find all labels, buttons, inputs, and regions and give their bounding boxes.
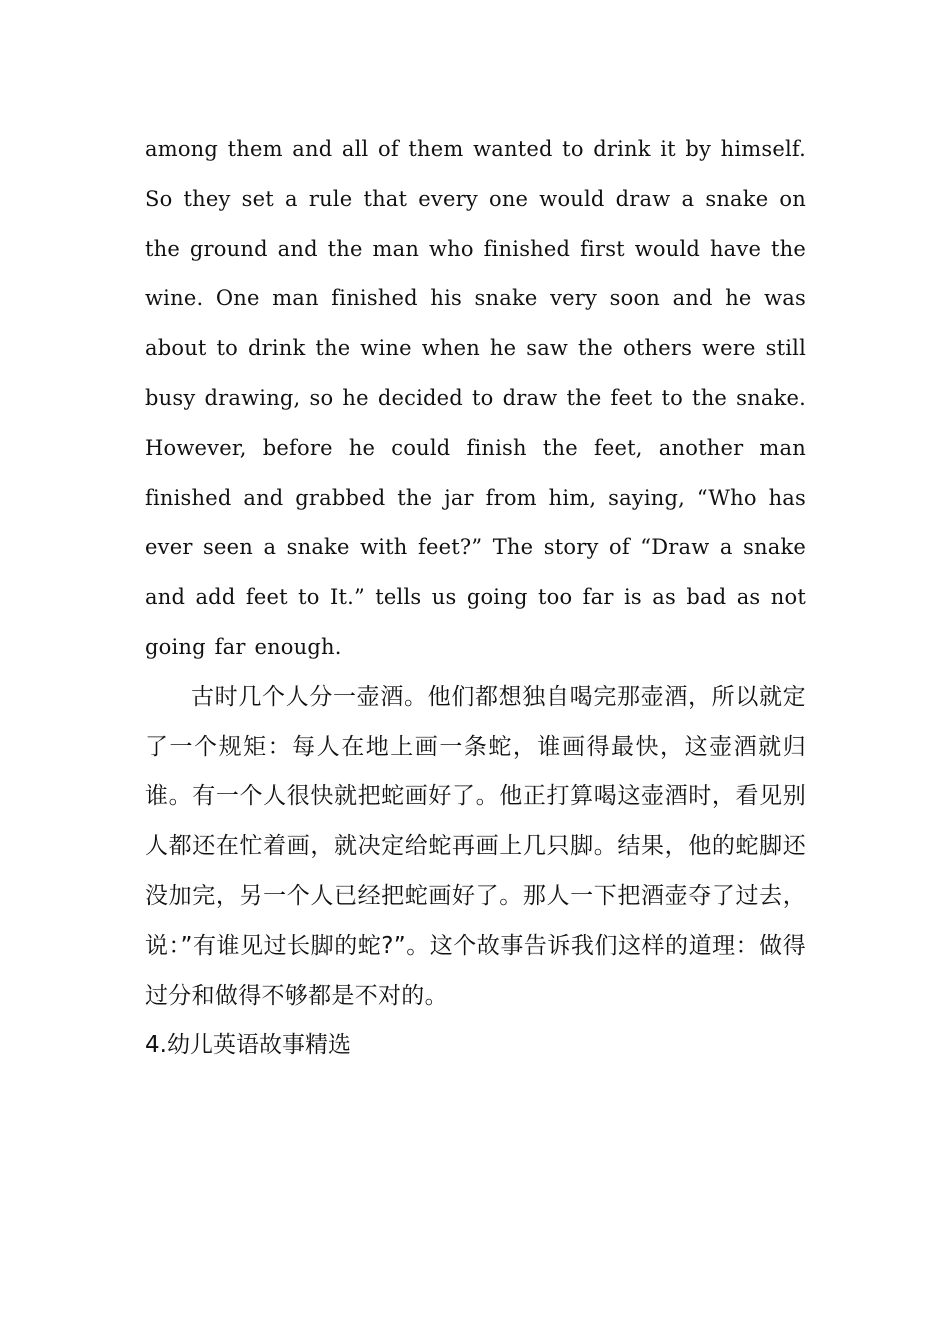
section-heading: 4.幼儿英语故事精选 [145,1032,351,1059]
document-body [145,125,806,1071]
chinese-story-paragraph: 古时几个人分一壶酒。他们都想独自喝完那壶酒，所以就定了一个规矩：每人在地上画一条蛇，谁画得最快，这壶酒就归谁。有一个人很快就把蛇画好了。他正打算喝这壶酒时，看见别人都还在忙着画，就决定给蛇再画上几只脚。结果，他的蛇脚还没加完，另一个人已经把蛇画好了。那人一下把酒壶夺了过去，说：”有谁见过长脚的蛇?”。这个故事告诉我们这样的道理：做得过分和做得不够都是不对的。 [145,683,806,1009]
english-story-paragraph: among them and all of them wanted to drink it by himself. So they set a rule that every one would draw a snake on the ground and the man who finished first would have the wine. One man finished his snake very soon and he was about to drink the wine when he saw the others were still busy drawing, so he decided to draw the feet to the snake. However, before he could finish the feet, another man finished and grabbed the jar from him, saying, “Who has ever seen a snake with feet?” The story of “Draw a snake and add feet to It.” tells us going too far is as bad as not going far enough. [145,137,806,659]
